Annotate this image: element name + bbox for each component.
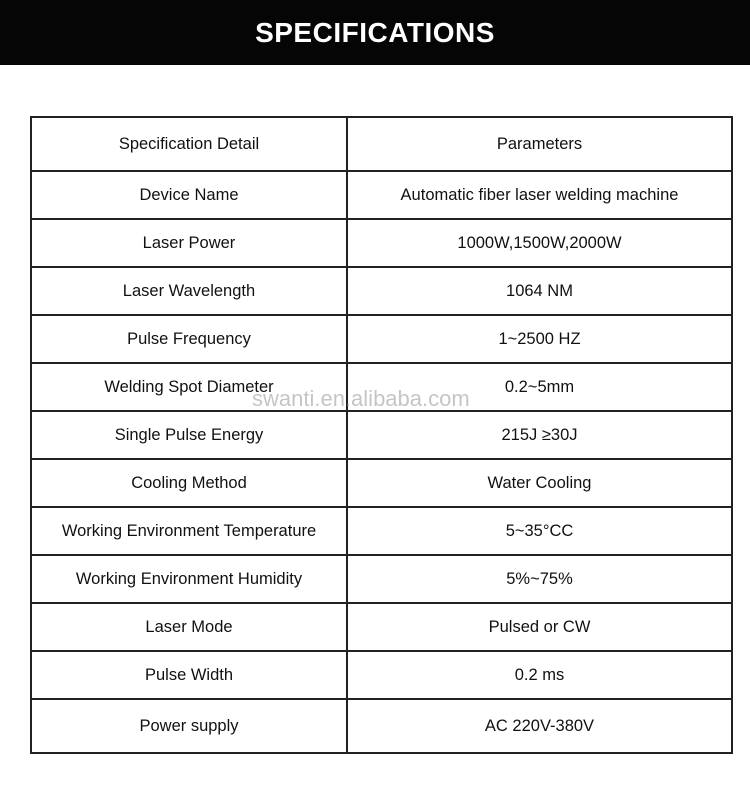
table-row [31, 603, 732, 651]
row-label: Cooling Method [31, 459, 347, 507]
row-label: Laser Wavelength [31, 267, 347, 315]
row-label: Working Environment Humidity [31, 555, 347, 603]
table-row [31, 219, 732, 267]
specifications-table [30, 116, 733, 754]
table-row [31, 267, 732, 315]
row-value: 5~35°CC [347, 507, 732, 555]
row-value: 0.2~5mm [347, 363, 732, 411]
row-value: 1064 NM [347, 267, 732, 315]
table-row [31, 411, 732, 459]
row-value: AC 220V-380V [347, 699, 732, 753]
table-row [31, 699, 732, 753]
row-value: 1~2500 HZ [347, 315, 732, 363]
table-row [31, 459, 732, 507]
table-row [31, 315, 732, 363]
row-value: Pulsed or CW [347, 603, 732, 651]
row-value: Automatic fiber laser welding machine [347, 171, 732, 219]
header-specification-detail: Specification Detail [31, 117, 347, 171]
table-row [31, 363, 732, 411]
row-value: 0.2 ms [347, 651, 732, 699]
table-header-row [31, 117, 732, 171]
row-label: Pulse Frequency [31, 315, 347, 363]
row-label: Single Pulse Energy [31, 411, 347, 459]
row-label: Laser Power [31, 219, 347, 267]
row-value: 5%~75% [347, 555, 732, 603]
table-row [31, 507, 732, 555]
watermark-text: swanti.en.alibaba.com [252, 386, 470, 411]
page-title: SPECIFICATIONS [255, 16, 495, 48]
table-row [31, 651, 732, 699]
row-value: 215J ≥30J [347, 411, 732, 459]
row-label: Power supply [31, 699, 347, 753]
row-label: Pulse Width [31, 651, 347, 699]
row-value: Water Cooling [347, 459, 732, 507]
row-value: 1000W,1500W,2000W [347, 219, 732, 267]
row-label: Laser Mode [31, 603, 347, 651]
row-label: Working Environment Temperature [31, 507, 347, 555]
table-row [31, 555, 732, 603]
row-label: Device Name [31, 171, 347, 219]
row-label: Welding Spot Diameter [31, 363, 347, 411]
header-parameters: Parameters [347, 117, 732, 171]
table-row [31, 171, 732, 219]
